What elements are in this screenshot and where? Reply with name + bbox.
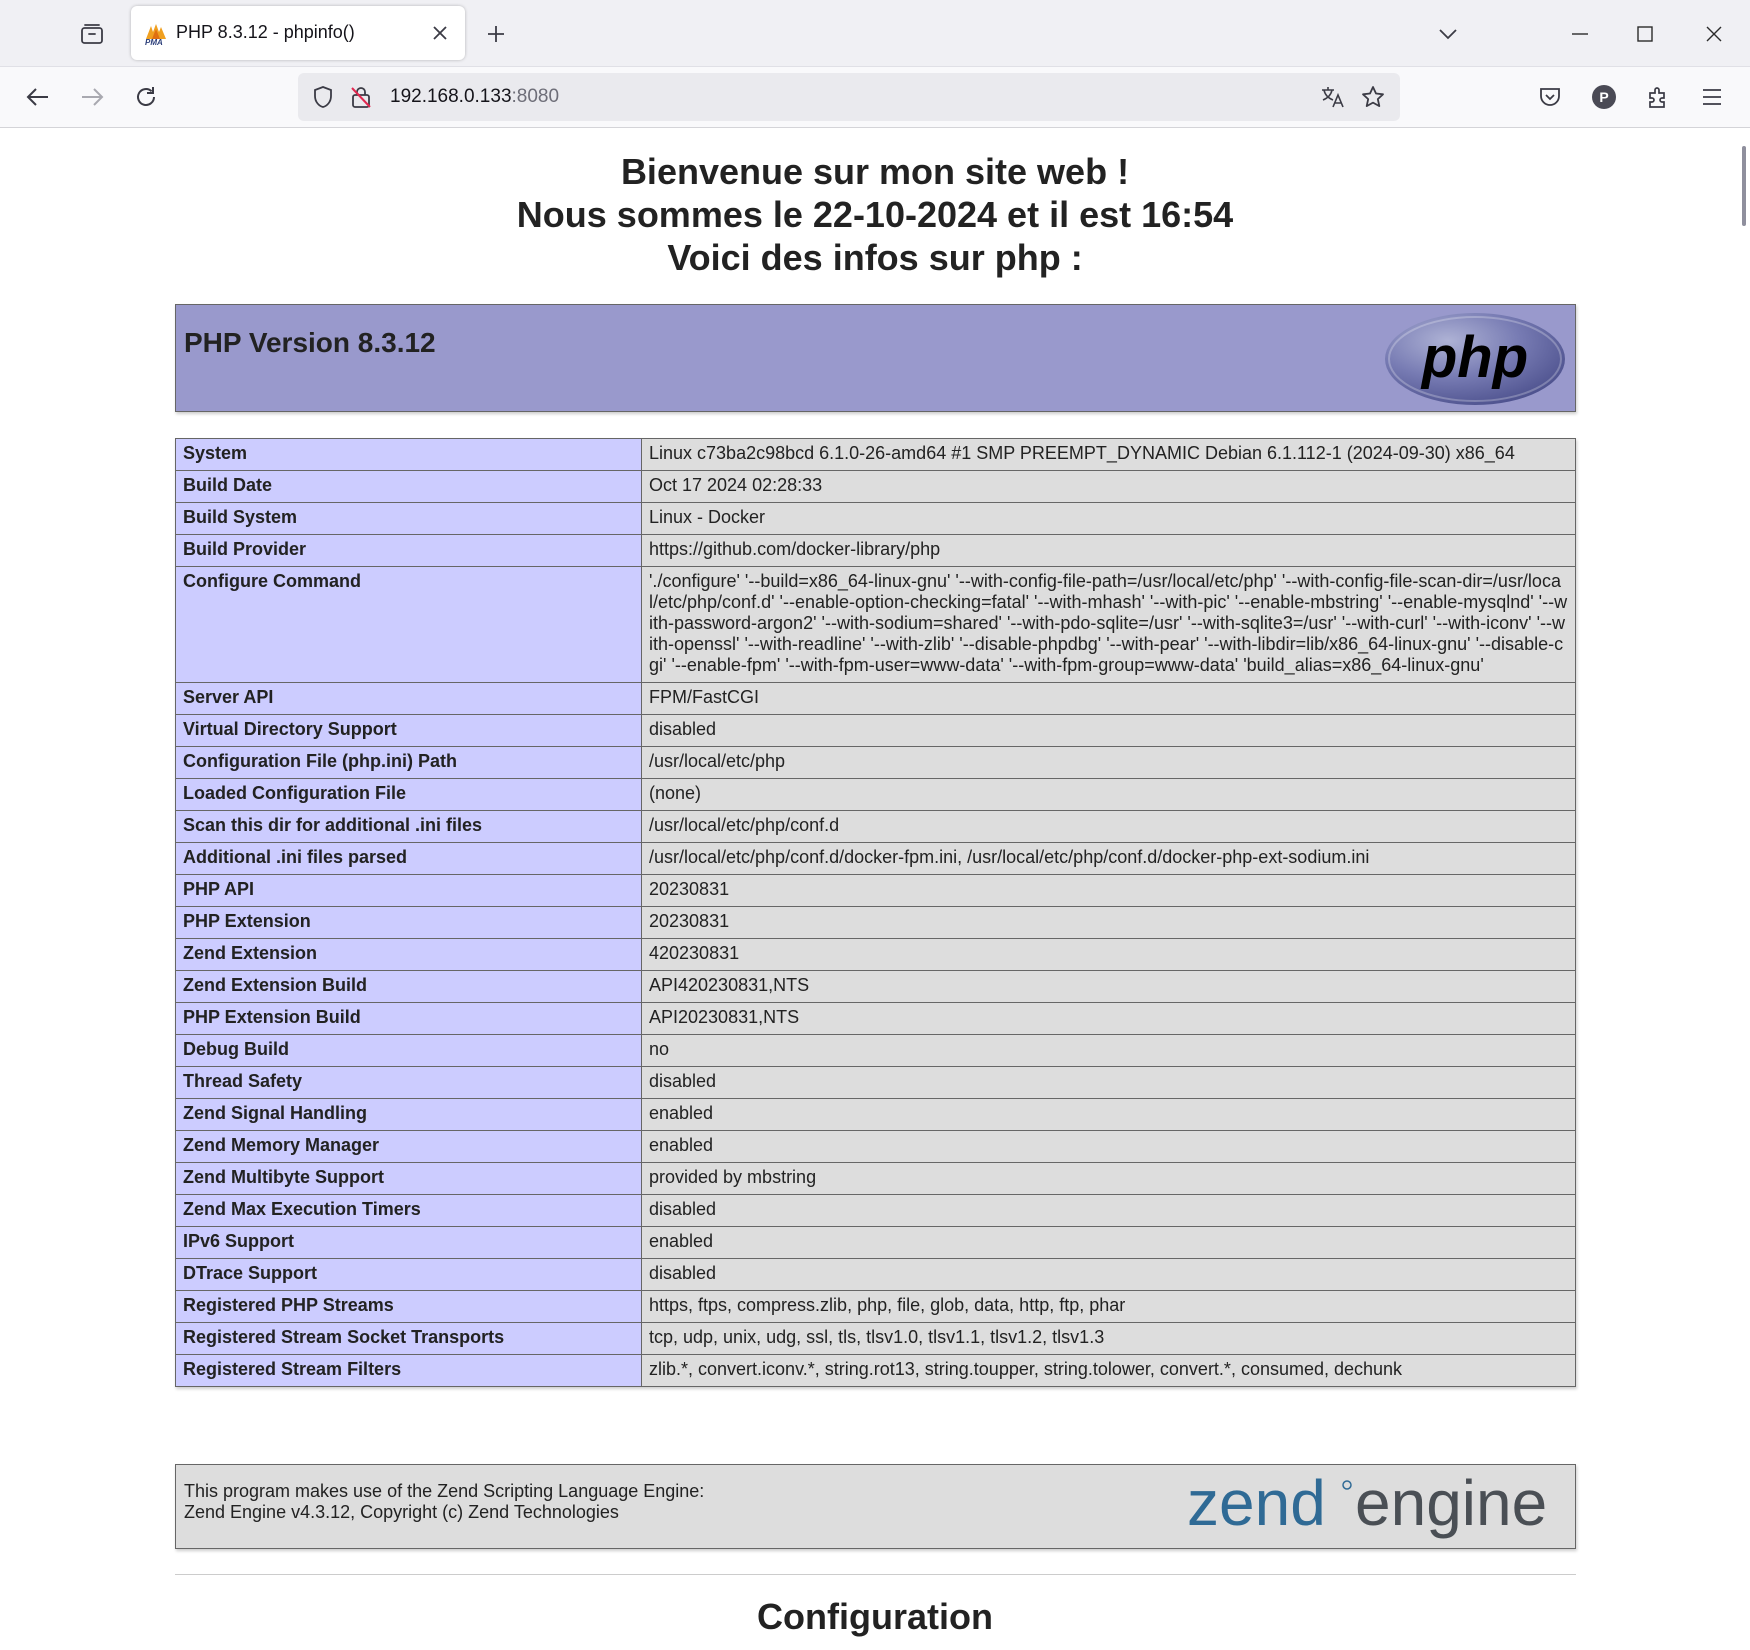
info-key: Build Date	[176, 471, 642, 503]
php-logo-icon[interactable]	[1383, 311, 1567, 407]
info-value: Linux c73ba2c98bcd 6.1.0-26-amd64 #1 SMP PREEMPT_DYNAMIC Debian 6.1.112-1 (2024-09-30) x86_64	[642, 439, 1576, 471]
info-key: Build Provider	[176, 535, 642, 567]
info-key: IPv6 Support	[176, 1227, 642, 1259]
hamburger-menu-icon[interactable]	[1694, 79, 1730, 115]
info-key: Zend Memory Manager	[176, 1131, 642, 1163]
php-version-title: PHP Version 8.3.12	[184, 327, 436, 358]
info-value: /usr/local/etc/php/conf.d	[642, 811, 1576, 843]
info-value: disabled	[642, 1067, 1576, 1099]
table-row	[176, 971, 1576, 1003]
zend-engine-box	[175, 1464, 1576, 1549]
table-row	[176, 1003, 1576, 1035]
info-key: Configuration File (php.ini) Path	[176, 747, 642, 779]
pocket-icon[interactable]	[1532, 79, 1568, 115]
info-key: PHP Extension	[176, 907, 642, 939]
info-value: (none)	[642, 779, 1576, 811]
welcome-line-3: Voici des infos sur php :	[667, 237, 1083, 278]
info-value: 420230831	[642, 939, 1576, 971]
table-row	[176, 1259, 1576, 1291]
php-version-header	[175, 304, 1576, 412]
back-arrow-icon[interactable]	[20, 79, 56, 115]
info-value: /usr/local/etc/php/conf.d/docker-fpm.ini, /usr/local/etc/php/conf.d/docker-php-ext-sodium.ini	[642, 843, 1576, 875]
table-row	[176, 1355, 1576, 1387]
info-key: Debug Build	[176, 1035, 642, 1067]
extensions-puzzle-icon[interactable]	[1640, 79, 1676, 115]
info-value: zlib.*, convert.iconv.*, string.rot13, string.toupper, string.tolower, convert.*, consumed, dechunk	[642, 1355, 1576, 1387]
info-value: Oct 17 2024 02:28:33	[642, 471, 1576, 503]
info-key: System	[176, 439, 642, 471]
tab-active[interactable]	[131, 6, 465, 60]
info-value: /usr/local/etc/php	[642, 747, 1576, 779]
info-value: enabled	[642, 1099, 1576, 1131]
minimize-icon[interactable]	[1560, 14, 1600, 54]
shield-icon[interactable]	[308, 83, 338, 111]
table-row	[176, 1195, 1576, 1227]
configuration-heading: Configuration	[757, 1596, 993, 1637]
info-value: API420230831,NTS	[642, 971, 1576, 1003]
divider	[175, 1574, 1576, 1575]
table-row	[176, 1067, 1576, 1099]
info-key: Build System	[176, 503, 642, 535]
svg-text:php: php	[1421, 325, 1529, 390]
info-value: https, ftps, compress.zlib, php, file, glob, data, http, ftp, phar	[642, 1291, 1576, 1323]
info-key: Zend Extension Build	[176, 971, 642, 1003]
table-row	[176, 535, 1576, 567]
zend-line-1: This program makes use of the Zend Scripting Language Engine:	[184, 1481, 705, 1501]
tab-bar	[0, 0, 1750, 67]
info-value: Linux - Docker	[642, 503, 1576, 535]
tab-overview-icon[interactable]	[74, 17, 110, 51]
pma-favicon-icon	[143, 20, 169, 46]
info-value: 20230831	[642, 907, 1576, 939]
info-value: disabled	[642, 715, 1576, 747]
table-row	[176, 439, 1576, 471]
info-key: Thread Safety	[176, 1067, 642, 1099]
info-key: Zend Max Execution Timers	[176, 1195, 642, 1227]
url-text[interactable]	[390, 86, 559, 108]
zend-line-2: Zend Engine v4.3.12, Copyright (c) Zend Technologies	[184, 1502, 619, 1522]
php-info-table	[175, 438, 1576, 1387]
info-value: enabled	[642, 1227, 1576, 1259]
page-viewport	[0, 128, 1750, 1650]
info-value: './configure' '--build=x86_64-linux-gnu' '--with-config-file-path=/usr/local/etc/php' '--with-config-file-scan-dir=/usr/local/etc/php/conf.d' '--enable-option-checking=fatal' '--with-mhash' '--with-pic' '--enable-mbstring' '--enable-mysqlnd' '--with-password-argon2' '--with-sodium=shared' '--with-pdo-sqlite=/usr' '--with-sqlite3=/usr' '--with-curl' '--with-iconv' '--with-openssl' '--with-readline' '--with-zlib' '--disable-phpdbg' '--with-pear' '--with-libdir=lib/x86_64-linux-gnu' '--disable-cgi' '--enable-fpm' '--with-fpm-user=www-data' '--with-fpm-group=www-data' 'build_alias=x86_64-linux-gnu'	[642, 567, 1576, 683]
table-row	[176, 715, 1576, 747]
info-value: disabled	[642, 1195, 1576, 1227]
url-host: 192.168.0.133	[390, 86, 512, 107]
info-key: PHP Extension Build	[176, 1003, 642, 1035]
new-tab-icon[interactable]	[480, 18, 512, 50]
table-row	[176, 471, 1576, 503]
table-row	[176, 567, 1576, 683]
zend-engine-logo-icon[interactable]	[1187, 1473, 1567, 1543]
svg-text:engine: engine	[1355, 1473, 1548, 1539]
table-row	[176, 1227, 1576, 1259]
welcome-heading	[0, 150, 1750, 279]
info-value: provided by mbstring	[642, 1163, 1576, 1195]
svg-text:zend: zend	[1187, 1473, 1326, 1539]
profile-avatar-icon[interactable]	[1586, 79, 1622, 115]
table-row	[176, 1323, 1576, 1355]
table-row	[176, 811, 1576, 843]
table-row	[176, 503, 1576, 535]
table-row	[176, 1035, 1576, 1067]
window-close-icon[interactable]	[1694, 14, 1734, 54]
info-key: Loaded Configuration File	[176, 779, 642, 811]
zend-engine-text	[184, 1481, 704, 1523]
table-row	[176, 1099, 1576, 1131]
table-row	[176, 1163, 1576, 1195]
info-key: Zend Signal Handling	[176, 1099, 642, 1131]
table-row	[176, 747, 1576, 779]
info-key: DTrace Support	[176, 1259, 642, 1291]
bookmark-star-icon[interactable]	[1358, 83, 1388, 111]
info-key: Additional .ini files parsed	[176, 843, 642, 875]
translate-icon[interactable]	[1318, 83, 1348, 111]
url-port: :8080	[511, 86, 560, 107]
info-value: no	[642, 1035, 1576, 1067]
insecure-lock-icon[interactable]	[346, 83, 376, 111]
info-value: API20230831,NTS	[642, 1003, 1576, 1035]
info-key: Scan this dir for additional .ini files	[176, 811, 642, 843]
info-key: Zend Multibyte Support	[176, 1163, 642, 1195]
info-value: disabled	[642, 1259, 1576, 1291]
info-value: https://github.com/docker-library/php	[642, 535, 1576, 567]
info-value: 20230831	[642, 875, 1576, 907]
navigation-toolbar	[0, 67, 1750, 128]
info-key: Registered Stream Filters	[176, 1355, 642, 1387]
table-row	[176, 683, 1576, 715]
table-row	[176, 843, 1576, 875]
info-key: Server API	[176, 683, 642, 715]
tab-close-icon[interactable]	[429, 22, 451, 44]
table-row	[176, 875, 1576, 907]
maximize-icon[interactable]	[1625, 14, 1665, 54]
info-key: Registered PHP Streams	[176, 1291, 642, 1323]
tab-title: PHP 8.3.12 - phpinfo()	[176, 22, 355, 42]
table-row	[176, 1131, 1576, 1163]
info-key: Zend Extension	[176, 939, 642, 971]
table-row	[176, 939, 1576, 971]
info-key: Virtual Directory Support	[176, 715, 642, 747]
chevron-down-icon[interactable]	[1432, 18, 1464, 50]
table-row	[176, 907, 1576, 939]
info-key: Registered Stream Socket Transports	[176, 1323, 642, 1355]
reload-icon[interactable]	[128, 79, 164, 115]
svg-text:P: P	[1599, 89, 1609, 105]
info-value: enabled	[642, 1131, 1576, 1163]
welcome-line-2: Nous sommes le 22-10-2024 et il est 16:54	[516, 194, 1234, 235]
welcome-line-1: Bienvenue sur mon site web !	[620, 151, 1130, 192]
table-row	[176, 779, 1576, 811]
address-bar[interactable]	[298, 73, 1400, 121]
svg-text:PMA: PMA	[145, 38, 163, 46]
info-key: PHP API	[176, 875, 642, 907]
table-row	[176, 1291, 1576, 1323]
info-value: tcp, udp, unix, udg, ssl, tls, tlsv1.0, tlsv1.1, tlsv1.2, tlsv1.3	[642, 1323, 1576, 1355]
info-key: Configure Command	[176, 567, 642, 683]
info-value: FPM/FastCGI	[642, 683, 1576, 715]
forward-arrow-icon[interactable]	[74, 79, 110, 115]
